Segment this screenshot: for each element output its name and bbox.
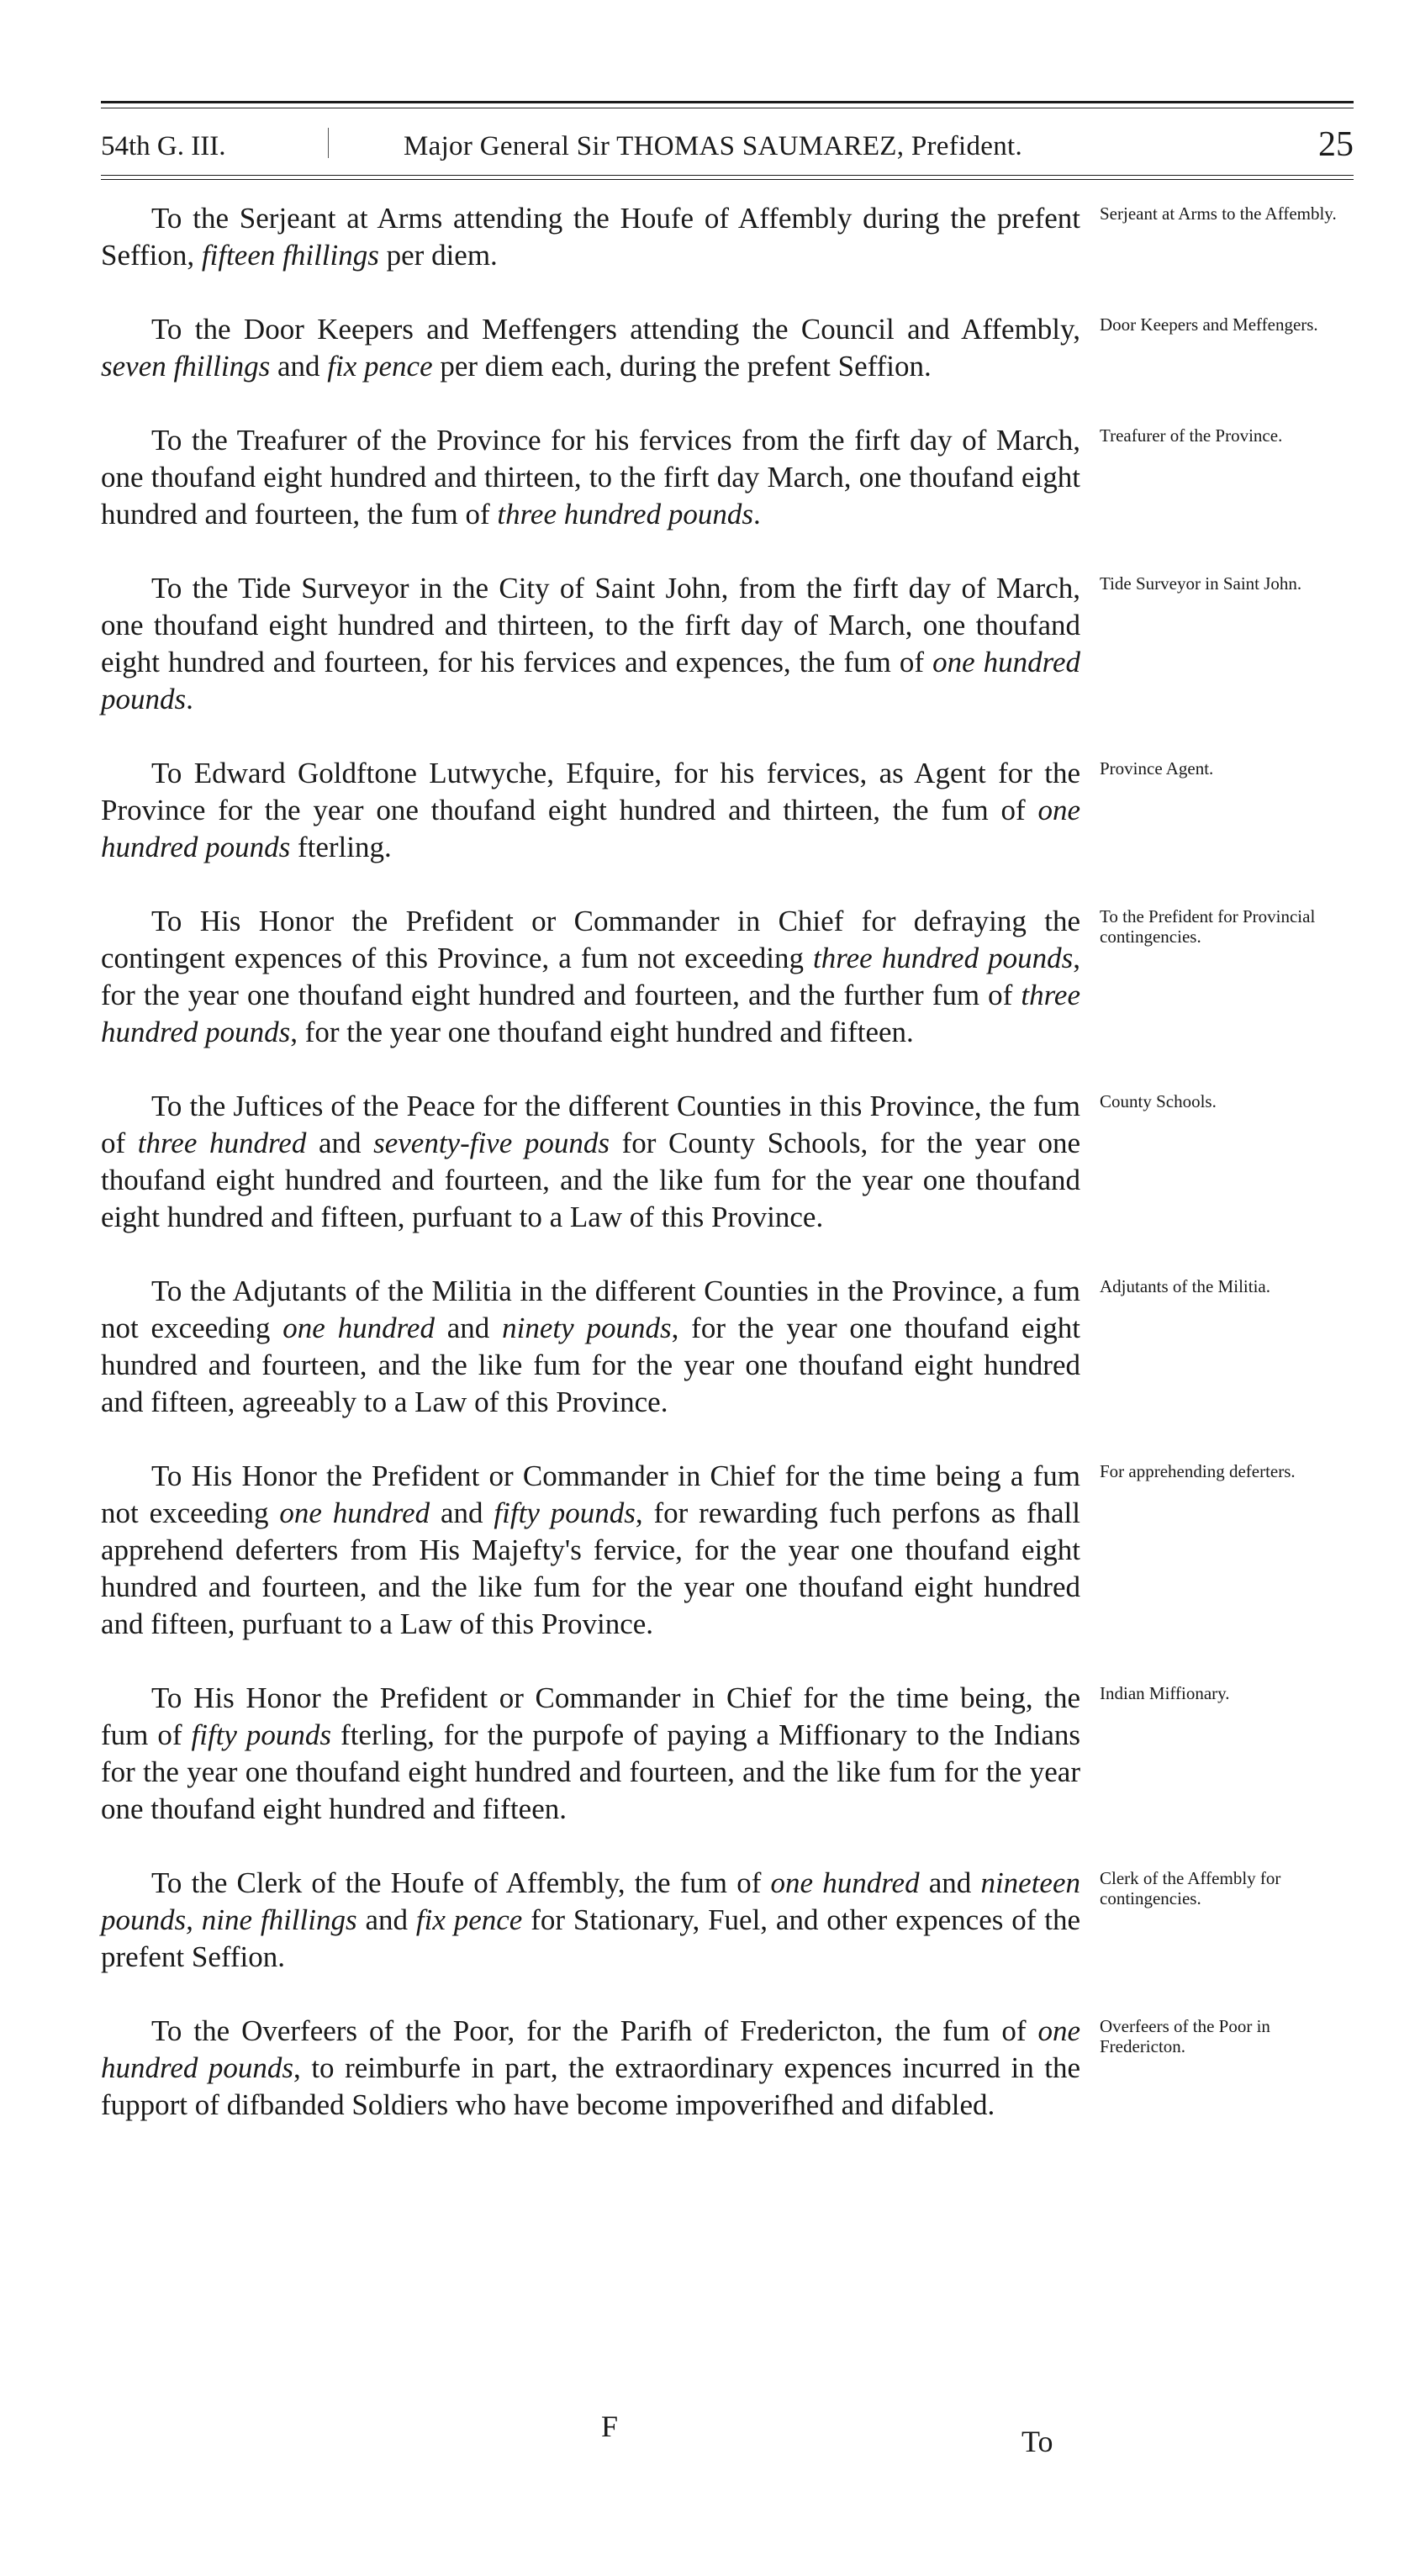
entry-text bbox=[101, 2013, 1080, 2124]
page-footer bbox=[101, 2409, 1354, 2459]
entry-italic-amount: one hundred bbox=[770, 1866, 920, 1899]
entry-text-run: To the Clerk of the Houfe of Affembly, the fum of bbox=[151, 1866, 771, 1899]
header-rule bbox=[101, 175, 1354, 176]
entry-italic-amount: fifty pounds bbox=[191, 1718, 332, 1751]
entry-italic-amount: fix pence bbox=[327, 350, 433, 383]
entry-text-run: To His Honor the Prefident or Commander in Chief for the time being a fum not exceeding bbox=[101, 1460, 1080, 1529]
marginal-note: Overfeers of the Poor in Fredericton. bbox=[1100, 2016, 1270, 2056]
entry-text-run: To the Tide Surveyor in the City of Saint John, from the firft day of March, one thoufand eight hundred and thirteen, to the firft day of March, one thoufand eight hundred and fourteen, for his fervices and expences, the fum of bbox=[101, 572, 1080, 678]
entry-text-run: and bbox=[430, 1497, 494, 1529]
appropriation-entry bbox=[101, 570, 1354, 718]
marginal-note: Province Agent. bbox=[1100, 758, 1214, 779]
entry-text-run: fterling. bbox=[290, 831, 392, 863]
header-rule-second bbox=[101, 179, 1354, 180]
entry-text bbox=[101, 570, 1080, 718]
top-rule bbox=[101, 101, 1354, 103]
entry-text-run: per diem. bbox=[378, 239, 498, 272]
appropriation-entry bbox=[101, 903, 1354, 1051]
entry-italic-amount: three hundred pounds bbox=[813, 942, 1074, 974]
entry-italic-amount: one hundred pounds bbox=[101, 794, 1080, 863]
catchword: To bbox=[1021, 2425, 1053, 2458]
entry-text-run: and bbox=[270, 350, 328, 383]
marginal-note: Clerk of the Affembly for contingencies. bbox=[1100, 1868, 1281, 1908]
appropriation-entries bbox=[101, 200, 1354, 2161]
entry-text-run: To the Juftices of the Peace for the different Counties in this Province, the fum of bbox=[101, 1090, 1080, 1159]
entry-text-run: and bbox=[356, 1903, 416, 1936]
entry-text-run: To Edward Goldftone Lutwyche, Efquire, for his fervices, as Agent for the Province for the year one thoufand eight hundred and thirteen, the fum of bbox=[101, 757, 1080, 826]
header-regnal-year: 54th G. III. bbox=[101, 131, 226, 161]
entry-text bbox=[101, 311, 1080, 385]
entry-text-run: and bbox=[306, 1127, 374, 1159]
entry-italic-amount: three hundred pounds bbox=[497, 498, 753, 531]
entry-text-run: fterling, for the purpofe of paying a Miffionary to the Indians for the year one thoufand eight hundred and fourteen, and the like fum for the year one thoufand eight hundred and fifteen. bbox=[101, 1718, 1080, 1825]
marginal-note: Indian Miffionary. bbox=[1100, 1683, 1230, 1703]
entry-italic-amount: seven fhillings bbox=[101, 350, 271, 383]
marginal-note: County Schools. bbox=[1100, 1091, 1217, 1111]
entry-text-run: for Stationary, Fuel, and other expences of the prefent Seffion. bbox=[101, 1903, 1080, 1973]
entry-text bbox=[101, 200, 1080, 274]
marginal-note: Door Keepers and Meffengers. bbox=[1100, 314, 1318, 335]
entry-text bbox=[101, 1865, 1080, 1976]
entry-text-run: To the Adjutants of the Militia in the different Counties in the Province, a fum not exceeding bbox=[101, 1275, 1080, 1344]
entry-text-run: To the Door Keepers and Meffengers attending the Council and Affembly, bbox=[151, 313, 1080, 346]
page-number: 25 bbox=[1318, 125, 1354, 164]
marginal-note: Serjeant at Arms to the Affembly. bbox=[1100, 203, 1337, 224]
entry-italic-amount: fifty pounds bbox=[494, 1497, 636, 1529]
appropriation-entry bbox=[101, 1680, 1354, 1828]
entry-italic-amount: one hundred pounds bbox=[101, 646, 1080, 715]
marginal-note: Tide Surveyor in Saint John. bbox=[1100, 573, 1302, 594]
entry-text bbox=[101, 1680, 1080, 1828]
entry-text-run: , for the year one thoufand eight hundred and fourteen, and the like fum for the year one thoufand eight hundred and fifteen, agreeably to a Law of this Province. bbox=[101, 1312, 1080, 1418]
header-title: Major General Sir THOMAS SAUMAREZ, Prefident. bbox=[404, 131, 1023, 161]
entry-text-run: To the Overfeers of the Poor, for the Parifh of Fredericton, the fum of bbox=[151, 2014, 1038, 2047]
appropriation-entry bbox=[101, 1273, 1354, 1421]
entry-italic-amount: fifteen fhillings bbox=[201, 239, 379, 272]
entry-italic-amount: one hundred bbox=[279, 1497, 430, 1529]
entry-italic-amount: one hundred bbox=[282, 1312, 435, 1344]
entry-text-run: To the Serjeant at Arms attending the Houfe of Affembly during the prefent Seffion, bbox=[101, 202, 1080, 272]
appropriation-entry bbox=[101, 200, 1354, 274]
appropriation-entry bbox=[101, 1088, 1354, 1236]
entry-text-run: for County Schools, for the year one thoufand eight hundred and fourteen, and the like fum for the year one thoufand eight hundred and fifteen, purfuant to a Law of this Province. bbox=[101, 1127, 1080, 1233]
entry-text-run: To His Honor the Prefident or Commander in Chief for the time being, the fum of bbox=[101, 1681, 1080, 1751]
signature-mark: F bbox=[601, 2410, 619, 2443]
running-header bbox=[101, 124, 1354, 165]
entry-italic-amount: three hundred pounds bbox=[101, 979, 1080, 1048]
entry-text bbox=[101, 1273, 1080, 1421]
appropriation-entry bbox=[101, 422, 1354, 533]
entry-text-run: per diem each, during the prefent Seffion. bbox=[432, 350, 932, 383]
entry-text bbox=[101, 903, 1080, 1051]
entry-text-run: , for the year one thoufand eight hundred and fifteen. bbox=[290, 1016, 914, 1048]
entry-italic-amount: nineteen pounds, nine fhillings bbox=[101, 1866, 1080, 1936]
appropriation-entry bbox=[101, 2013, 1354, 2124]
entry-italic-amount: three hundred bbox=[137, 1127, 307, 1159]
entry-text-run: and bbox=[434, 1312, 503, 1344]
entry-text-run: , to reimburfe in part, the extraordinary expences incurred in the fupport of difbanded Soldiers who have become impoverifhed and difabled. bbox=[101, 2051, 1080, 2121]
marginal-note: To the Prefident for Provincial contingencies. bbox=[1100, 906, 1316, 947]
appropriation-entry bbox=[101, 1865, 1354, 1976]
entry-text-run: , for rewarding fuch perfons as fhall apprehend deferters from His Majefty's fervice, for the year one thoufand eight hundred and fourteen, and the like fum for the year one thoufand eight hundred and fifteen, purfuant to a Law of this Province. bbox=[101, 1497, 1080, 1640]
marginal-note: Adjutants of the Militia. bbox=[1100, 1276, 1270, 1296]
entry-text-run: , for the year one thoufand eight hundred and fourteen, and the further fum of bbox=[101, 942, 1081, 1011]
marginal-note: Treafurer of the Province. bbox=[1100, 425, 1283, 446]
entry-text bbox=[101, 755, 1080, 866]
entry-italic-amount: one hundred pounds bbox=[101, 2014, 1080, 2084]
entry-text-run: . bbox=[752, 498, 761, 531]
appropriation-entry bbox=[101, 311, 1354, 385]
appropriation-entry bbox=[101, 1458, 1354, 1643]
marginal-note: For apprehending deferters. bbox=[1100, 1461, 1296, 1481]
entry-italic-amount: ninety pounds bbox=[502, 1312, 672, 1344]
entry-text-run: and bbox=[919, 1866, 981, 1899]
entry-text-run: To the Treafurer of the Province for his fervices from the firft day of March, one thoufand eight hundred and thirteen, to the firft day March, one thoufand eight hundred and fourteen, the fum of bbox=[101, 424, 1080, 531]
entry-text bbox=[101, 422, 1080, 533]
entry-text-run: To His Honor the Prefident or Commander in Chief for defraying the contingent expences of this Province, a fum not exceeding bbox=[101, 905, 1080, 974]
appropriation-entry bbox=[101, 755, 1354, 866]
entry-italic-amount: fix pence bbox=[415, 1903, 523, 1936]
entry-text-run: . bbox=[186, 683, 193, 715]
entry-text bbox=[101, 1458, 1080, 1643]
header-divider bbox=[328, 128, 329, 158]
entry-text bbox=[101, 1088, 1080, 1236]
entry-italic-amount: seventy-five pounds bbox=[373, 1127, 610, 1159]
